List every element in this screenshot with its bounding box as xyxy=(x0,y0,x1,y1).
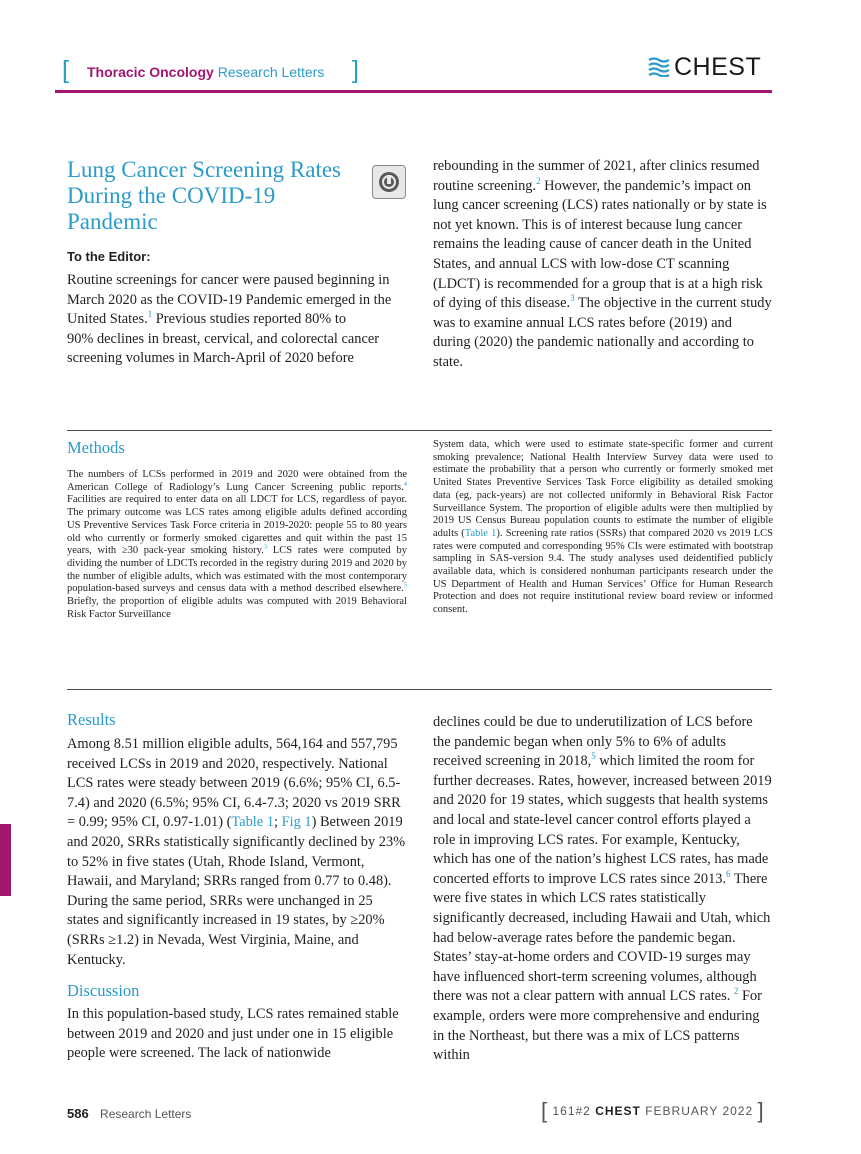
reference-link[interactable]: 6 xyxy=(726,868,731,879)
footer-bracket-close-icon: ] xyxy=(757,1098,765,1123)
header-bracket-close-icon: ] xyxy=(352,56,359,84)
reference-link[interactable]: 5 xyxy=(591,751,596,762)
reference-link[interactable]: 2 xyxy=(536,175,541,186)
section-label-primary: Thoracic Oncology xyxy=(87,64,214,80)
footer-section: Research Letters xyxy=(100,1107,192,1121)
footer-date: FEBRUARY 2022 xyxy=(645,1104,754,1118)
figure-1-link[interactable]: Fig 1 xyxy=(281,814,312,831)
crossmark-button[interactable] xyxy=(372,165,406,199)
methods-text: LCS rates were computed by dividing the number of LDCTs recorded in the registry during 2019 and 2020 by the number of eligible adults, which was estimated with the most contemporary population-based surveys and census data with a method described elsewhere. xyxy=(67,545,408,595)
side-tab-marker xyxy=(0,824,11,896)
reference-link[interactable]: 1 xyxy=(147,309,153,320)
header-bracket-open-icon: [ xyxy=(62,56,69,84)
header-rule xyxy=(55,90,772,93)
footer-issue: 161#2 xyxy=(552,1104,591,1118)
section-label-secondary: Research Letters xyxy=(217,64,325,80)
intro-line: March 2020 as the COVID-19 Pandemic emerged in the xyxy=(67,291,392,308)
discussion-heading: Discussion xyxy=(67,981,140,1000)
reference-link[interactable]: 3 xyxy=(570,293,575,304)
logo-text: CHEST xyxy=(674,52,762,81)
intro-text: However, the pandemic’s impact on lung cancer screening (LCS) rates nationally or by state is not yet known. This is of interest because lung cancer remains the leading cause of cancer death in the United States, and annual LCS with low-dose CT scanning (LDCT) is recommended for a group that is at a high risk of dying of this disease. xyxy=(433,177,767,312)
chest-logo xyxy=(648,52,761,82)
reference-link[interactable]: 3 xyxy=(263,543,268,551)
reference-link[interactable]: 5 xyxy=(403,581,407,589)
article-title: Lung Cancer Screening Rates During the COVID-19 Pandemic xyxy=(67,157,341,234)
methods-text: The numbers of LCSs performed in 2019 and 2020 were obtained from the American College of Radiology’s Lung Cancer Screening public reports. xyxy=(67,469,407,493)
methods-text: Facilities are required to enter data on all LDCT for LCS, regardless of payor. The primary outcome was LCS rates among eligible adults defined according US Preventive Services Task Force criteria in 2019-2020: people 55 to 80 years old who currently or formerly smoked cigarettes and quit within the past 15 years, with ≥30 pack-year smoking history. xyxy=(67,494,407,557)
intro-text: United States. xyxy=(67,311,148,328)
intro-line: 90% declines in breast, cervical, and colorectal cancer xyxy=(67,330,380,347)
footer-left xyxy=(67,1106,191,1121)
intro-line: Routine screenings for cancer were paused beginning in xyxy=(67,272,390,288)
salutation: To the Editor: xyxy=(67,249,151,264)
intro-left-column xyxy=(67,271,407,369)
footer-journal: CHEST xyxy=(595,1104,641,1118)
table-1-link[interactable]: Table 1 xyxy=(231,814,274,831)
discussion-text: For example, orders were more comprehensive and enduring in the Northeast, but there was a mix of LCS patterns within xyxy=(433,988,762,1064)
intro-line xyxy=(67,310,407,330)
intro-text: The objective in the current study was to examine annual LCS rates before (2019) and during (2020) the pandemic nationally and according to state. xyxy=(433,295,772,370)
footer-bracket-open-icon: [ xyxy=(541,1098,549,1123)
methods-heading: Methods xyxy=(67,438,125,457)
discussion-text: declines could be due to underutilization of LCS before the pandemic began when only 5% to 6% of adults received screening in 2018, xyxy=(433,714,753,770)
section-divider xyxy=(67,689,772,690)
methods-left-paragraph xyxy=(67,469,407,621)
results-text: ) Between 2019 and 2020, SRRs statistically significantly declined by 23% to 52% in five states (Utah, Rhode Island, Vermont, Hawaii, and Maryland; SRRs ranged from 0.77 to 0.48). During the same period, SRRs were unchanged in 25 states and significantly increased in 19 states, by ≥20% (SRRs ≥1.2) in Nevada, West Virginia, Maine, and Kentucky. xyxy=(67,814,406,968)
results-text: ; xyxy=(273,814,282,831)
intro-line: screening volumes in March-April of 2020 before xyxy=(67,350,354,367)
discussion-text: There were five states in which LCS rates statistically significantly decreased, including Hawaii and Utah, which had below-average rates before the pandemic began. States’ stay-at-home orders and COVID-19 surges may have influenced short-term screening volumes, although there was not a clear pattern with annual LCS rates. xyxy=(433,870,771,1005)
methods-right-paragraph xyxy=(433,439,773,617)
chest-logo-icon xyxy=(648,57,670,77)
discussion-left-paragraph: In this population-based study, LCS rates remained stable between 2019 and 2020 and just under one in 15 eligible people were screened. The lack of nationwide xyxy=(67,1006,399,1062)
results-paragraph xyxy=(67,735,407,970)
results-heading: Results xyxy=(67,710,116,729)
methods-text: System data, which were used to estimate state-specific former and current smoking prevalence; National Health Interview Survey data were used to estimate the probability that a person who currently or formerly smoked met United States Preventive Services Task Force eligibility as detailed smoking data (eg, pack-years) are not collected uniformly in Behavioral Risk Factor Surveillance System. The proportion of eligible adults were then multiplied by 2019 US Census Bureau population counts to estimate the number of eligible adults ( xyxy=(433,439,773,539)
methods-text: Briefly, the proportion of eligible adults was computed with 2019 Behavioral Risk Factor Surveillance xyxy=(67,596,407,620)
section-divider xyxy=(67,430,772,431)
intro-right-paragraph xyxy=(433,157,773,373)
reference-link[interactable]: 4 xyxy=(403,480,407,488)
crossmark-icon xyxy=(373,166,405,198)
reference-link[interactable]: 2 xyxy=(733,986,739,997)
methods-text: ). Screening rate ratios (SSRs) that compared 2020 vs 2019 LCS rates were computed and corresponding 95% CIs were estimated with bootstrap sampling in SAS-version 9.4. The study analyses used deidentified publicly available data, which is considered nonhuman participants research under the US Department of Health and Human Services’ Office for Human Research Protection and does not require institutional review board review or informed consent. xyxy=(433,527,774,616)
table-1-link[interactable]: Table 1 xyxy=(464,527,497,539)
discussion-text: which limited the room for further decreases. Rates, however, increased between 2019 and 2020 for 19 states, which suggests that health systems and local and state-level cancer control efforts played a role in improving LCS rates. For example, Kentucky, which has one of the nation’s highest LCS rates, has made concerted efforts to improve LCS rates since 2013. xyxy=(433,753,772,887)
results-text: Among 8.51 million eligible adults, 564,164 and 557,795 received LCSs in 2019 and 2020, respectively. National LCS rates were steady between 2019 (6.6%; 95% CI, 6.5-7.4) and 2020 (6.5%; 95% CI, 6.4-7.3; 2020 vs 2019 SRR = 0.99; 95% CI, 0.97-1.01) ( xyxy=(67,736,401,831)
footer-right xyxy=(541,1098,765,1124)
discussion-right-paragraph xyxy=(433,713,773,1066)
intro-text: Previous studies reported 80% to xyxy=(152,311,347,328)
section-label xyxy=(87,64,324,80)
intro-text: rebounding in the summer of 2021, after clinics resumed routine screening. xyxy=(433,158,760,194)
page-number: 586 xyxy=(67,1106,89,1121)
